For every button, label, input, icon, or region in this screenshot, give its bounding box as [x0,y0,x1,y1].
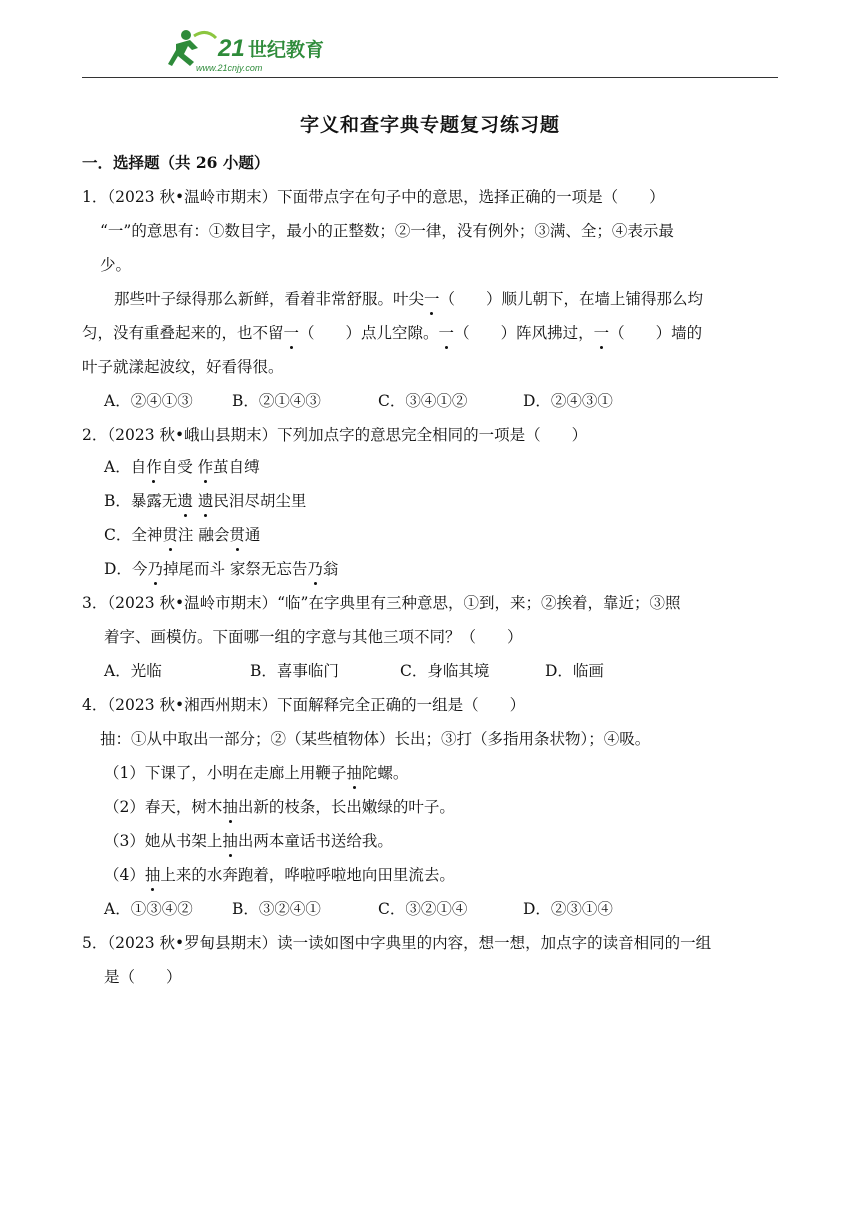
dotted-char: 贯 [162,526,178,544]
question-2-stem: 2．（2023 秋•峨山县期末）下列加点字的意思完全相同的一项是（ ） [82,426,588,444]
section-heading: 一．选择题（共 26 小题） [82,153,270,172]
question-1-options [104,390,613,412]
question-3-stem: 3．（2023 秋•温岭市期末）“临”在字典里有三种意思，①到，来；②挨着，靠近；③照 [82,594,681,612]
question-4-sentence-2: （2）春天，树木抽出新的枝条，长出嫩绿的叶子。 [104,798,455,816]
option-a[interactable]: A．①③④② [104,900,193,918]
svg-text:世纪教育: 世纪教育 [248,39,325,61]
option-a[interactable]: A．光临 [104,662,162,680]
option-d[interactable]: D．②③①④ [523,900,613,918]
dotted-char: 抽 [222,798,238,816]
dotted-char: 乃 [307,560,323,578]
question-1-stem: 1．（2023 秋•温岭市期末）下面带点字在句子中的意思，选择正确的一项是（ ） [82,188,665,206]
question-5-stem-cont: 是（ ） [104,968,182,986]
question-3-options [104,660,604,682]
dotted-char: 抽 [346,764,362,782]
question-1-definition-cont: 少。 [100,256,132,274]
question-1-passage-line-3: 叶子就漾起波纹，好看得很。 [82,358,284,376]
question-1-passage-line-1: 那些叶子绿得那么新鲜，看着非常舒服。叶尖一（ ）顺儿朝下，在墙上铺得那么均 [114,290,704,308]
question-4-definition: 抽：①从中取出一部分；②（某些植物体）长出；③打（多指用条状物）；④吸。 [100,730,651,748]
question-4-options [104,898,613,920]
option-c[interactable]: C．身临其境 [400,662,490,680]
option-d[interactable]: D．②④③① [523,392,613,410]
option-b[interactable]: B．暴露无遗 遗民泪尽胡尘里 [104,492,307,510]
dotted-char: 遗 [197,492,214,510]
dotted-char: 一 [593,324,610,342]
question-1-definition: “一”的意思有：①数目字，最小的正整数；②一律，没有例外；③满、全；④表示最 [100,222,674,240]
option-d[interactable]: D．临画 [545,662,604,680]
question-4-sentence-4: （4）抽上来的水奔跑着，哗啦呼啦地向田里流去。 [104,866,455,884]
dotted-char: 贯 [229,526,245,544]
dotted-char: 作 [197,458,214,476]
option-b[interactable]: B．喜事临门 [250,662,339,680]
option-b[interactable]: B．③②④① [232,900,321,918]
dotted-char: 抽 [222,832,238,850]
dotted-char: 一 [424,290,440,308]
option-b[interactable]: B．②①④③ [232,392,321,410]
option-d[interactable]: D．今乃掉尾而斗 家祭无忘告乃翁 [104,560,339,578]
question-5-stem: 5．（2023 秋•罗甸县期末）读一读如图中字典里的内容，想一想，加点字的读音相同的一组 [82,934,712,952]
dotted-char: 乃 [147,560,163,578]
dotted-char: 遗 [177,492,193,510]
dotted-char: 一 [283,324,300,342]
option-a[interactable]: A．自作自受 作茧自缚 [104,458,260,476]
page-header [82,22,778,80]
question-4-stem: 4．（2023 秋•湘西州期末）下面解释完全正确的一组是（ ） [82,696,526,714]
dotted-char: 抽 [144,866,161,884]
option-a[interactable]: A．②④①③ [104,392,193,410]
option-c[interactable]: C．③④①② [378,392,468,410]
dotted-char: 一 [438,324,455,342]
svg-text:www.21cnjy.com: www.21cnjy.com [196,63,263,73]
question-4-sentence-1: （1）下课了，小明在走廊上用鞭子抽陀螺。 [104,764,409,782]
question-4-sentence-3: （3）她从书架上抽出两本童话书送给我。 [104,832,393,850]
header-divider [82,77,778,78]
option-c[interactable]: C．全神贯注 融会贯通 [104,526,261,544]
dotted-char: 作 [146,458,162,476]
logo-icon [166,26,346,74]
option-c[interactable]: C．③②①④ [378,900,468,918]
question-3-stem-cont: 着字、画模仿。下面哪一组的字意与其他三项不同？（ ） [104,628,523,646]
svg-text:21: 21 [218,35,245,62]
question-1-passage-line-2: 匀，没有重叠起来的，也不留一（ ）点儿空隙。一（ ）阵风拂过，一（ ）墙的 [82,324,703,342]
page-title: 字义和查字典专题复习练习题 [299,114,560,136]
